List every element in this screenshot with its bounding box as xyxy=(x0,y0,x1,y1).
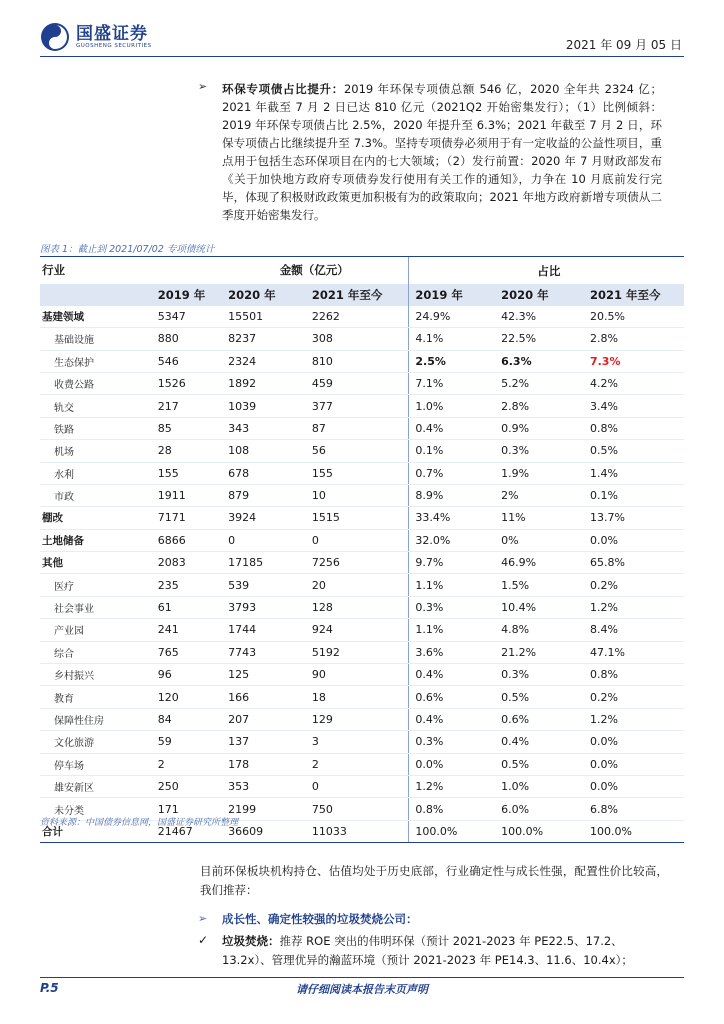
cell-value: 0.8% xyxy=(409,798,495,820)
cell-value: 235 xyxy=(152,574,222,596)
table-row xyxy=(40,417,684,439)
row-label: 其他 xyxy=(40,552,152,574)
cell-value: 3 xyxy=(306,731,409,753)
cell-value: 217 xyxy=(152,395,222,417)
row-label: 市政 xyxy=(40,484,152,506)
cell-value: 308 xyxy=(306,328,409,350)
cell-value: 0 xyxy=(306,529,409,551)
table-row xyxy=(40,753,684,775)
cell-value: 810 xyxy=(306,350,409,372)
cell-value: 0.0% xyxy=(584,775,684,797)
cell-value: 6.3% xyxy=(495,350,584,372)
cell-value: 96 xyxy=(152,664,222,686)
cell-value: 108 xyxy=(222,440,306,462)
cell-value: 0.4% xyxy=(495,731,584,753)
header-amount: 金额（亿元） xyxy=(279,263,349,278)
cell-value: 539 xyxy=(222,574,306,596)
cell-value: 59 xyxy=(152,731,222,753)
cell-value: 129 xyxy=(306,708,409,730)
cell-value: 100.0% xyxy=(584,820,684,842)
cell-value: 546 xyxy=(152,350,222,372)
table-row xyxy=(40,686,684,708)
cell-value: 8237 xyxy=(222,328,306,350)
cell-value: 56 xyxy=(306,440,409,462)
cell-value: 1.5% xyxy=(495,574,584,596)
cell-value: 0.6% xyxy=(495,708,584,730)
cell-value: 7743 xyxy=(222,641,306,663)
table-row xyxy=(40,619,684,641)
cell-value: 6.8% xyxy=(584,798,684,820)
cell-value: 3.6% xyxy=(409,641,495,663)
cell-value: 6866 xyxy=(152,529,222,551)
table-row xyxy=(40,440,684,462)
cell-value: 2262 xyxy=(306,306,409,328)
cell-value: 100.0% xyxy=(495,820,584,842)
table-row xyxy=(40,708,684,730)
cell-value: 2199 xyxy=(222,798,306,820)
row-label: 棚改 xyxy=(40,507,152,529)
cell-value: 0.2% xyxy=(584,686,684,708)
cell-value: 0.5% xyxy=(495,686,584,708)
row-label: 生态保护 xyxy=(40,350,152,372)
cell-value: 7.3% xyxy=(584,350,684,372)
cell-value: 20 xyxy=(306,574,409,596)
row-label: 机场 xyxy=(40,440,152,462)
cell-value: 65.8% xyxy=(584,552,684,574)
row-label: 文化旅游 xyxy=(40,731,152,753)
cell-value: 17185 xyxy=(222,552,306,574)
cell-value: 42.3% xyxy=(495,306,584,328)
cell-value: 0 xyxy=(222,529,306,551)
guosheng-logo-icon xyxy=(40,22,70,52)
recommendation-lead: 垃圾焚烧： xyxy=(222,934,280,948)
cell-value: 100.0% xyxy=(409,820,495,842)
cell-value: 0% xyxy=(495,529,584,551)
cell-value: 61 xyxy=(152,596,222,618)
cell-value: 0.0% xyxy=(584,753,684,775)
cell-value: 178 xyxy=(222,753,306,775)
cell-value: 343 xyxy=(222,417,306,439)
cell-value: 0.5% xyxy=(584,440,684,462)
cell-value: 22.5% xyxy=(495,328,584,350)
cell-value: 0.3% xyxy=(495,440,584,462)
table-header-row-2 xyxy=(40,284,684,305)
cell-value: 90 xyxy=(306,664,409,686)
table-row xyxy=(40,641,684,663)
table-row xyxy=(40,395,684,417)
report-date: 2021 年 09 月 05 日 xyxy=(565,38,682,52)
cell-value: 0.5% xyxy=(495,753,584,775)
header-col-share-2020: 2020 年 xyxy=(495,284,584,305)
cell-value: 377 xyxy=(306,395,409,417)
cell-value: 0.3% xyxy=(495,664,584,686)
cell-value: 7171 xyxy=(152,507,222,529)
table-row xyxy=(40,484,684,506)
row-label: 合计 xyxy=(40,820,152,842)
cell-value: 880 xyxy=(152,328,222,350)
cell-value: 3793 xyxy=(222,596,306,618)
cell-value: 207 xyxy=(222,708,306,730)
header-industry: 行业 xyxy=(42,263,65,278)
cell-value: 171 xyxy=(152,798,222,820)
cell-value: 28 xyxy=(152,440,222,462)
row-label: 教育 xyxy=(40,686,152,708)
row-label: 收费公路 xyxy=(40,372,152,394)
cell-value: 20.5% xyxy=(584,306,684,328)
cell-value: 1744 xyxy=(222,619,306,641)
page-header xyxy=(0,0,724,60)
cell-value: 1.0% xyxy=(409,395,495,417)
cell-value: 13.7% xyxy=(584,507,684,529)
table-row xyxy=(40,552,684,574)
header-col-share-2019: 2019 年 xyxy=(409,284,495,305)
cell-value: 1039 xyxy=(222,395,306,417)
bullet-arrow-icon: ➢ xyxy=(198,912,208,925)
cell-value: 155 xyxy=(152,462,222,484)
bullet-arrow-icon: ➢ xyxy=(198,80,208,93)
intro-lead: 环保专项债占比提升： xyxy=(222,82,344,96)
cell-value: 36609 xyxy=(222,820,306,842)
cell-value: 0.1% xyxy=(409,440,495,462)
footer-divider xyxy=(40,977,684,978)
row-label: 综合 xyxy=(40,641,152,663)
cell-value: 2083 xyxy=(152,552,222,574)
header-col-amt-2021: 2021 年至今 xyxy=(306,284,409,305)
cell-value: 18 xyxy=(306,686,409,708)
cell-value: 1.1% xyxy=(409,574,495,596)
cell-value: 2324 xyxy=(222,350,306,372)
cell-value: 1515 xyxy=(306,507,409,529)
row-label: 水利 xyxy=(40,462,152,484)
cell-value: 1911 xyxy=(152,484,222,506)
row-label: 社会事业 xyxy=(40,596,152,618)
cell-value: 459 xyxy=(306,372,409,394)
header-col-amt-2020: 2020 年 xyxy=(222,284,306,305)
table-row xyxy=(40,328,684,350)
cell-value: 120 xyxy=(152,686,222,708)
table-row xyxy=(40,350,684,372)
intro-body: 2019 年环保专项债总额 546 亿，2020 全年共 2324 亿；2021 年截至 7 月 2 日已达 810 亿元（2021Q2 开始密集发行）；（1）比例倾斜：2019 年环保专项债占比 2.5%，2020 年提升至 6.3%；2021 年截至 7 月 2 日，环保专项债占比继续提升至 7.3%。坚持专项债券必须用于有一定收益的公益性项目，重点用于包括生态环保项目在内的七大领域；（2）发行前置：2020 年 7 月财政部发布《关于加快地方政府专项债券发行使用有关工作的通知》，力争在 10 月底前发行完毕，体现了积极财政政策更加积极有为的政策取向；2021 年地方政府新增专项债从二季度开始密集发行。 xyxy=(222,82,662,222)
cell-value: 924 xyxy=(306,619,409,641)
cell-value: 4.2% xyxy=(584,372,684,394)
logo-english-name: GUOSHENG SECURITIES xyxy=(76,42,152,49)
table-row xyxy=(40,574,684,596)
cell-value: 8.9% xyxy=(409,484,495,506)
cell-value: 1.9% xyxy=(495,462,584,484)
cell-value: 2% xyxy=(495,484,584,506)
cell-value: 0.2% xyxy=(584,574,684,596)
cell-value: 15501 xyxy=(222,306,306,328)
row-label: 土地储备 xyxy=(40,529,152,551)
cell-value: 250 xyxy=(152,775,222,797)
cell-value: 7256 xyxy=(306,552,409,574)
cell-value: 3.4% xyxy=(584,395,684,417)
row-label: 铁路 xyxy=(40,417,152,439)
cell-value: 2.5% xyxy=(409,350,495,372)
cell-value: 1892 xyxy=(222,372,306,394)
row-label: 轨交 xyxy=(40,395,152,417)
cell-value: 137 xyxy=(222,731,306,753)
cell-value: 10.4% xyxy=(495,596,584,618)
header-divider xyxy=(40,56,684,57)
table-row xyxy=(40,529,684,551)
cell-value: 1.2% xyxy=(409,775,495,797)
table-row xyxy=(40,507,684,529)
cell-value: 84 xyxy=(152,708,222,730)
cell-value: 166 xyxy=(222,686,306,708)
cell-value: 87 xyxy=(306,417,409,439)
row-label: 基础设施 xyxy=(40,328,152,350)
cell-value: 765 xyxy=(152,641,222,663)
cell-value: 4.1% xyxy=(409,328,495,350)
cell-value: 0.9% xyxy=(495,417,584,439)
row-label: 医疗 xyxy=(40,574,152,596)
cell-value: 0.4% xyxy=(409,708,495,730)
cell-value: 7.1% xyxy=(409,372,495,394)
cell-value: 46.9% xyxy=(495,552,584,574)
table-row xyxy=(40,596,684,618)
cell-value: 32.0% xyxy=(409,529,495,551)
table-body xyxy=(40,306,684,843)
cell-value: 678 xyxy=(222,462,306,484)
cell-value: 750 xyxy=(306,798,409,820)
row-label: 保障性住房 xyxy=(40,708,152,730)
cell-value: 10 xyxy=(306,484,409,506)
table-row xyxy=(40,372,684,394)
cell-value: 8.4% xyxy=(584,619,684,641)
cell-value: 9.7% xyxy=(409,552,495,574)
cell-value: 1.4% xyxy=(584,462,684,484)
cell-value: 128 xyxy=(306,596,409,618)
page-number: P.5 xyxy=(40,981,59,995)
cell-value: 5.2% xyxy=(495,372,584,394)
recommendation-paragraph: 目前环保板块机构持仓、估值均处于历史底部，行业确定性与成长性强，配置性价比较高，我们推荐： xyxy=(200,864,668,897)
cell-value: 33.4% xyxy=(409,507,495,529)
cell-value: 0.7% xyxy=(409,462,495,484)
cell-value: 0.3% xyxy=(409,731,495,753)
recommendation-detail: 推荐 ROE 突出的伟明环保（预计 2021-2023 年 PE22.5、17.2、13.2x）、管理优异的瀚蓝环境（预计 2021-2023 年 PE14.3、11.6、10.4x）； xyxy=(222,934,633,967)
cell-value: 5192 xyxy=(306,641,409,663)
cell-value: 21.2% xyxy=(495,641,584,663)
row-label: 基建领域 xyxy=(40,306,152,328)
cell-value: 1526 xyxy=(152,372,222,394)
table-row xyxy=(40,306,684,328)
table-row xyxy=(40,731,684,753)
cell-value: 0.6% xyxy=(409,686,495,708)
cell-value: 125 xyxy=(222,664,306,686)
row-label: 雄安新区 xyxy=(40,775,152,797)
header-col-amt-2019: 2019 年 xyxy=(152,284,222,305)
header-col-share-2021: 2021 年至今 xyxy=(584,284,684,305)
cell-value: 0.0% xyxy=(409,753,495,775)
cell-value: 85 xyxy=(152,417,222,439)
cell-value: 2.8% xyxy=(584,328,684,350)
cell-value: 6.0% xyxy=(495,798,584,820)
recommendation-heading: 成长性、确定性较强的垃圾焚烧公司： xyxy=(222,912,418,926)
row-label: 未分类 xyxy=(40,798,152,820)
cell-value: 1.0% xyxy=(495,775,584,797)
cell-value: 0.8% xyxy=(584,417,684,439)
footer-disclaimer: 请仔细阅读本报告末页声明 xyxy=(296,983,428,996)
intro-paragraph xyxy=(222,80,662,224)
checkmark-icon: ✓ xyxy=(198,933,209,947)
cell-value: 0.4% xyxy=(409,664,495,686)
cell-value: 0.0% xyxy=(584,529,684,551)
cell-value: 353 xyxy=(222,775,306,797)
cell-value: 0.4% xyxy=(409,417,495,439)
row-label: 乡村振兴 xyxy=(40,664,152,686)
cell-value: 0.0% xyxy=(584,731,684,753)
row-label: 停车场 xyxy=(40,753,152,775)
table-row xyxy=(40,775,684,797)
figure-title: 图表 1：截止到 2021/07/02 专项债统计 xyxy=(40,244,215,255)
cell-value: 2 xyxy=(152,753,222,775)
cell-value: 1.2% xyxy=(584,708,684,730)
company-logo xyxy=(40,22,152,52)
table-row xyxy=(40,664,684,686)
header-blank xyxy=(40,284,152,305)
waste-incineration-recommendation xyxy=(222,932,668,970)
cell-value: 3924 xyxy=(222,507,306,529)
cell-value: 155 xyxy=(306,462,409,484)
cell-value: 2.8% xyxy=(495,395,584,417)
row-label: 产业园 xyxy=(40,619,152,641)
cell-value: 1.2% xyxy=(584,596,684,618)
header-share: 占比 xyxy=(409,257,684,284)
source-note: 资料来源：中国债券信息网，国盛证券研究所整理 xyxy=(40,818,239,828)
cell-value: 24.9% xyxy=(409,306,495,328)
cell-value: 21467 xyxy=(152,820,222,842)
cell-value: 11% xyxy=(495,507,584,529)
logo-chinese-name: 国盛证券 xyxy=(76,23,148,44)
cell-value: 0 xyxy=(306,775,409,797)
cell-value: 0.3% xyxy=(409,596,495,618)
cell-value: 4.8% xyxy=(495,619,584,641)
table-row xyxy=(40,462,684,484)
cell-value: 0.8% xyxy=(584,664,684,686)
cell-value: 1.1% xyxy=(409,619,495,641)
cell-value: 0.1% xyxy=(584,484,684,506)
cell-value: 2 xyxy=(306,753,409,775)
cell-value: 879 xyxy=(222,484,306,506)
cell-value: 241 xyxy=(152,619,222,641)
cell-value: 5347 xyxy=(152,306,222,328)
cell-value: 47.1% xyxy=(584,641,684,663)
table-header-row-1 xyxy=(40,257,684,284)
bond-stats-table xyxy=(40,257,684,843)
cell-value: 11033 xyxy=(306,820,409,842)
